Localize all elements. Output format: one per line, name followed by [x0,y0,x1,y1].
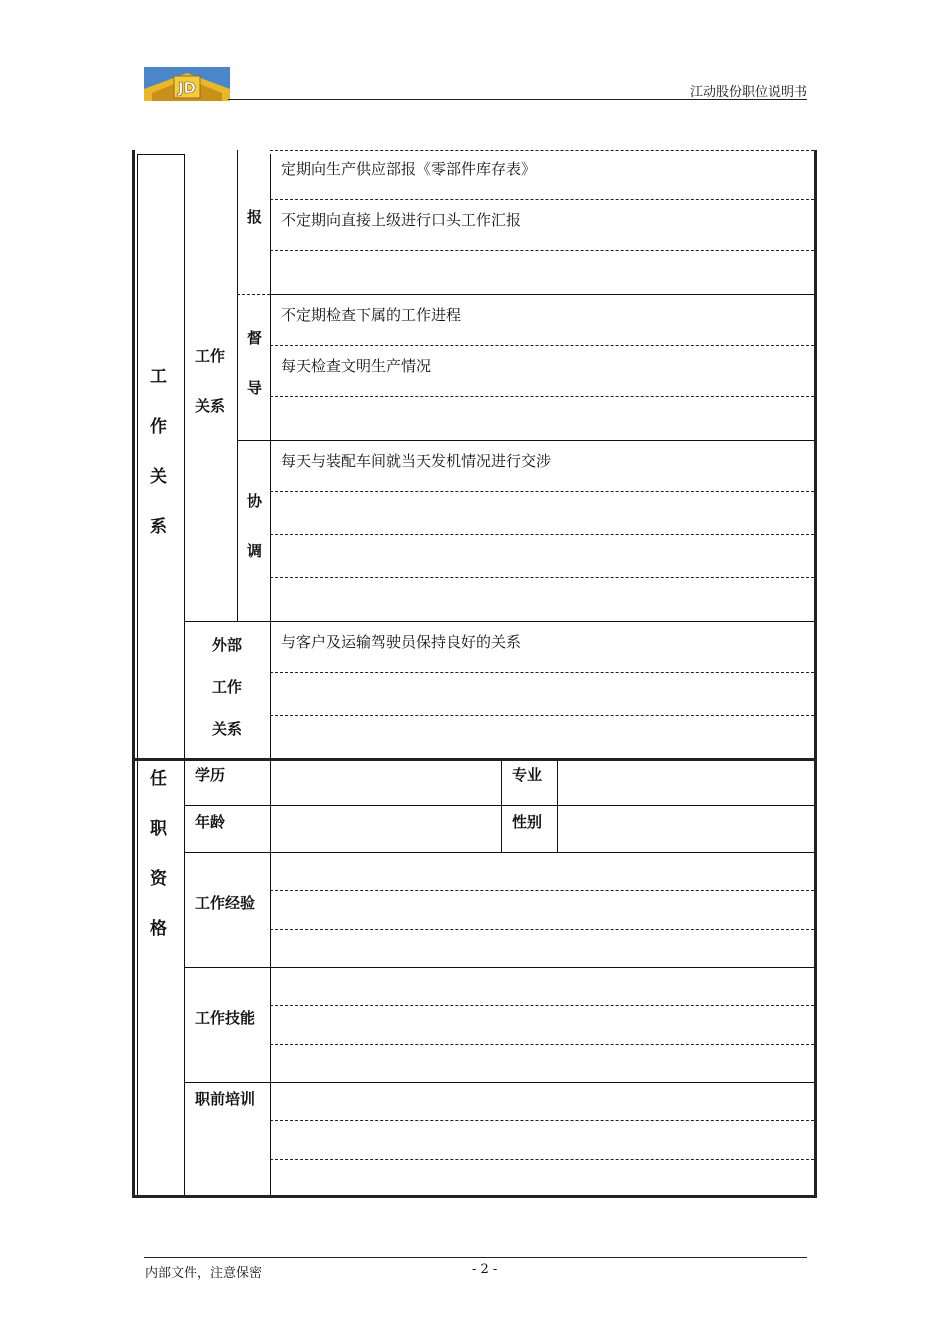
training-label: 职前培训 [195,1090,256,1108]
education-label: 学历 [195,766,226,784]
report-item: 不定期向直接上级进行口头工作汇报 [281,211,522,229]
external-relations-label: 工作 [212,678,243,696]
supervise-label-char: 导 [247,379,263,397]
confidential-notice: 内部文件，注意保密 [145,1266,263,1281]
gender-label: 性别 [512,813,543,831]
document-title: 江动股份职位说明书 [689,85,807,100]
section-title-char: 任 [150,769,167,789]
section-title-char: 关 [150,467,167,487]
supervise-item: 不定期检查下属的工作进程 [281,306,462,324]
internal-relations-label: 工作 [195,347,226,365]
section-divider [132,758,817,761]
age-label: 年龄 [195,813,226,831]
page-number: - 2 - [472,1262,498,1277]
footer-rule [144,1257,807,1258]
table-right-border [814,150,817,1198]
section-title-char: 系 [150,517,167,537]
coordinate-label-char: 调 [247,542,263,560]
external-relations-label: 外部 [212,636,243,654]
report-label: 报 [247,208,263,226]
experience-label: 工作经验 [195,894,256,912]
skills-label: 工作技能 [195,1009,256,1027]
external-relations-label: 关系 [212,720,243,738]
coordinate-label-char: 协 [247,492,263,510]
company-logo [144,67,230,101]
table-left-border [132,150,135,1198]
external-item: 与客户及运输驾驶员保持良好的关系 [281,633,522,651]
table-bottom-border [132,1195,817,1198]
major-label: 专业 [512,766,543,784]
supervise-item: 每天检查文明生产情况 [281,357,432,375]
supervise-label-char: 督 [247,329,263,347]
section-title-char: 资 [150,869,167,889]
report-item: 定期向生产供应部报《零部件库存表》 [281,160,537,178]
svg-text:JD: JD [177,79,197,97]
section-title-char: 职 [150,819,167,839]
section-title-char: 工 [150,367,167,387]
section-title-char: 格 [150,919,167,939]
internal-relations-label: 关系 [195,397,226,415]
section-title-char: 作 [150,417,167,437]
coordinate-item: 每天与装配车间就当天发机情况进行交涉 [281,452,552,470]
